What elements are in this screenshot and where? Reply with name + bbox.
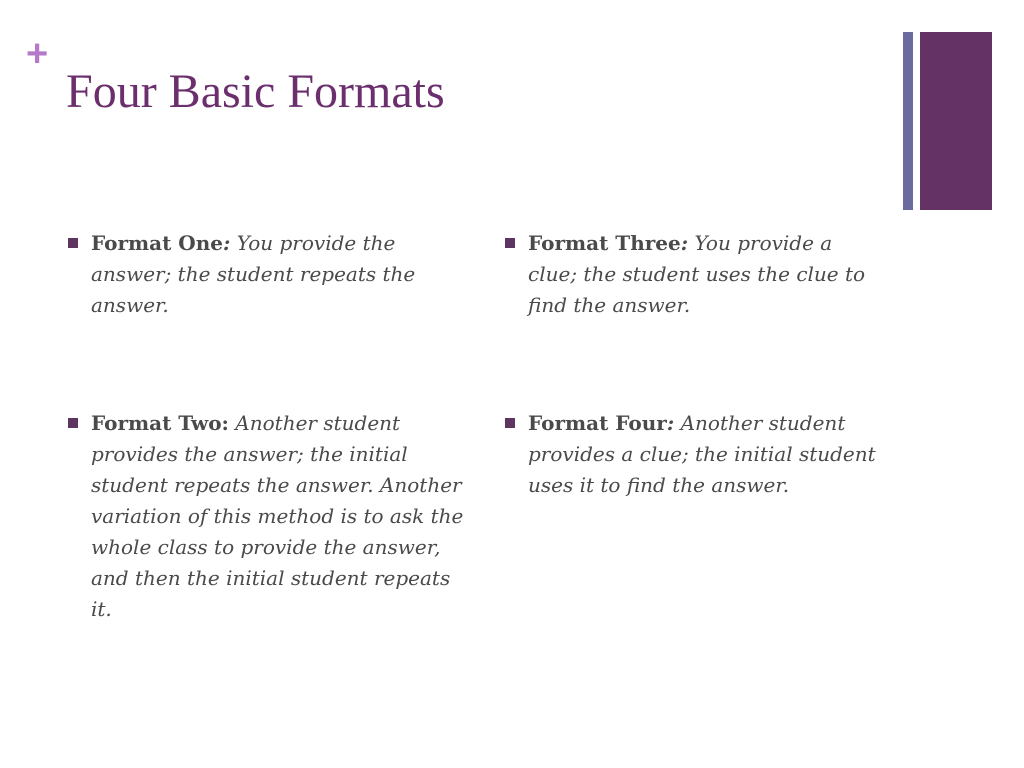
bullet-square-icon — [68, 238, 78, 248]
bullet-text: You provide a clue; the student uses the clue to find the answer. — [528, 231, 866, 317]
bullet-separator: : — [223, 231, 231, 255]
bullet-format-four — [528, 408, 893, 501]
bullet-label: Format Two: — [91, 411, 229, 435]
bullet-separator: : — [666, 411, 675, 435]
bullet-text: You provide the answer; the student repeats the answer. — [91, 231, 416, 317]
bullet-format-one — [91, 228, 461, 321]
bullet-text: Another student provides a clue; the initial student uses it to find the answer. — [528, 411, 876, 497]
bullet-square-icon — [68, 418, 78, 428]
decorative-bar-thin — [903, 32, 913, 210]
slide-title: Four Basic Formats — [66, 65, 445, 118]
bullet-label: Format One — [91, 231, 223, 255]
bullet-label: Format Three — [528, 231, 681, 255]
bullet-format-two — [91, 408, 466, 625]
bullet-separator: : — [680, 231, 689, 255]
bullet-text: Another student provides the answer; the initial student repeats the answer. Another variation of this method is to ask the whole class to provide the answer, and then the initial student repeats it. — [91, 411, 464, 621]
bullet-format-three — [528, 228, 873, 321]
bullet-label: Format Four — [528, 411, 667, 435]
bullet-square-icon — [505, 418, 515, 428]
decorative-bar-thick — [920, 32, 992, 210]
bullet-square-icon — [505, 238, 515, 248]
plus-icon: + — [26, 33, 49, 75]
